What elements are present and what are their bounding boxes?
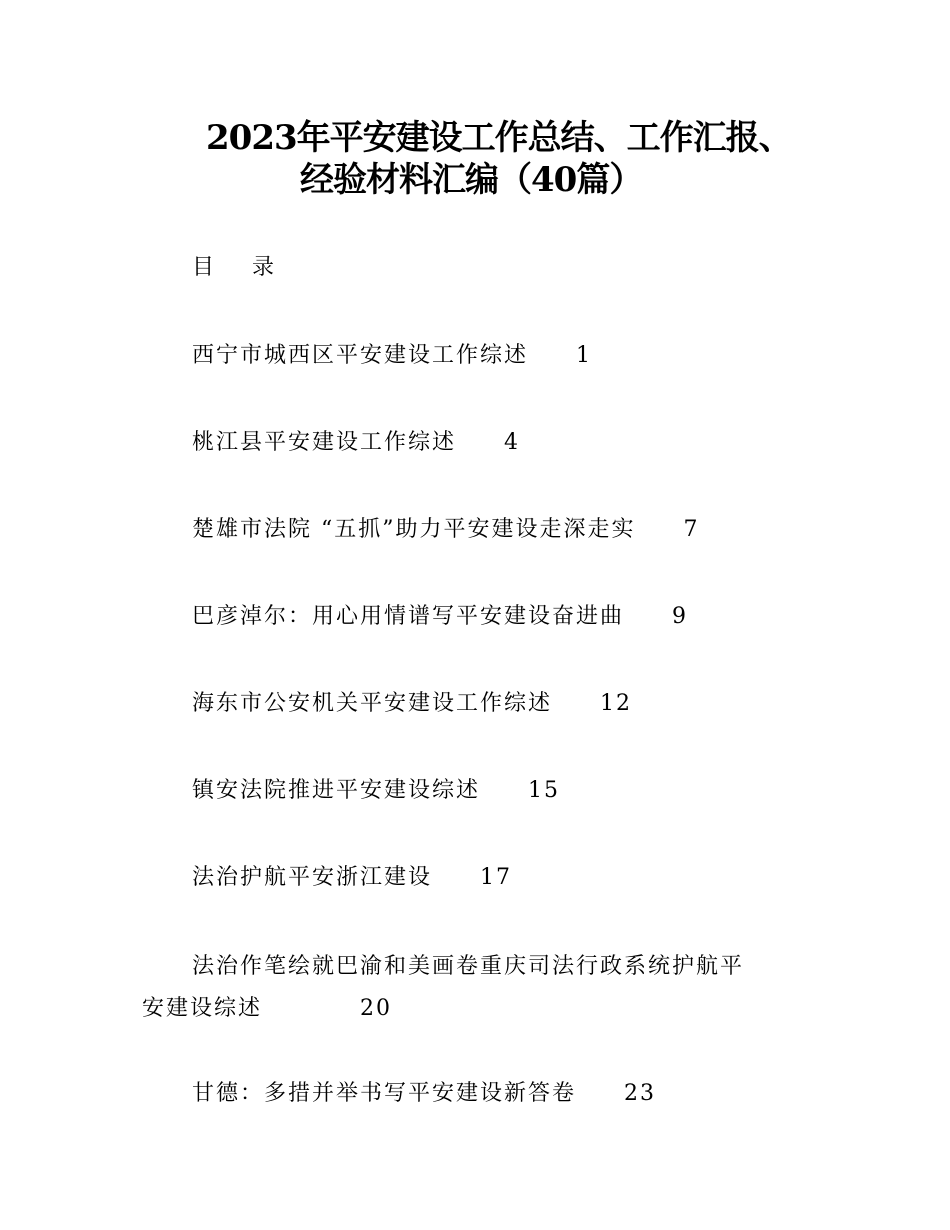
document-title-line-2: 经验材料汇编（40篇） [300, 160, 643, 200]
toc-entry [192, 690, 632, 718]
toc-entry-label: 法治作笔绘就巴渝和美画卷重庆司法行政系统护航平安建设综述 [142, 954, 745, 1021]
toc-entry-label: 海东市公安机关平安建设工作综述 [192, 691, 553, 716]
toc-entry [192, 516, 700, 544]
toc-entry-page-number: 7 [683, 517, 700, 542]
toc-entry-page-number: 1 [576, 343, 593, 368]
toc-entry-label: 楚雄市法院 “五抓”助力平安建设走深走实 [192, 517, 636, 542]
toc-entry [192, 603, 688, 631]
toc-entry-page-number: 17 [480, 865, 513, 890]
toc-entry-page-number: 20 [360, 996, 393, 1021]
toc-entry-page-number: 9 [672, 604, 689, 629]
toc-entry [192, 864, 512, 892]
toc-entry [192, 342, 592, 370]
toc-entry-label: 镇安法院推进平安建设综述 [192, 778, 481, 803]
toc-entry [192, 429, 520, 457]
toc-entry-page-number: 23 [624, 1081, 657, 1106]
document-title-line-1: 2023年平安建设工作总结、工作汇报、 [206, 118, 792, 158]
toc-entry-label: 西宁市城西区平安建设工作综述 [192, 343, 529, 368]
toc-entry-label: 法治护航平安浙江建设 [192, 865, 433, 890]
toc-entry-label: 桃江县平安建设工作综述 [192, 430, 457, 455]
toc-entry-page-number: 12 [600, 691, 633, 716]
toc-entry-page-number: 15 [528, 778, 561, 803]
toc-heading: 目 录 [192, 255, 276, 280]
toc-entry-label: 巴彦淖尔：用心用情谱写平安建设奋进曲 [192, 604, 625, 629]
toc-entry [192, 777, 560, 805]
toc-entry [142, 946, 767, 1030]
toc-entry [192, 1080, 656, 1108]
toc-entry-label: 甘德：多措并举书写平安建设新答卷 [192, 1081, 577, 1106]
toc-entry-page-number: 4 [504, 430, 521, 455]
